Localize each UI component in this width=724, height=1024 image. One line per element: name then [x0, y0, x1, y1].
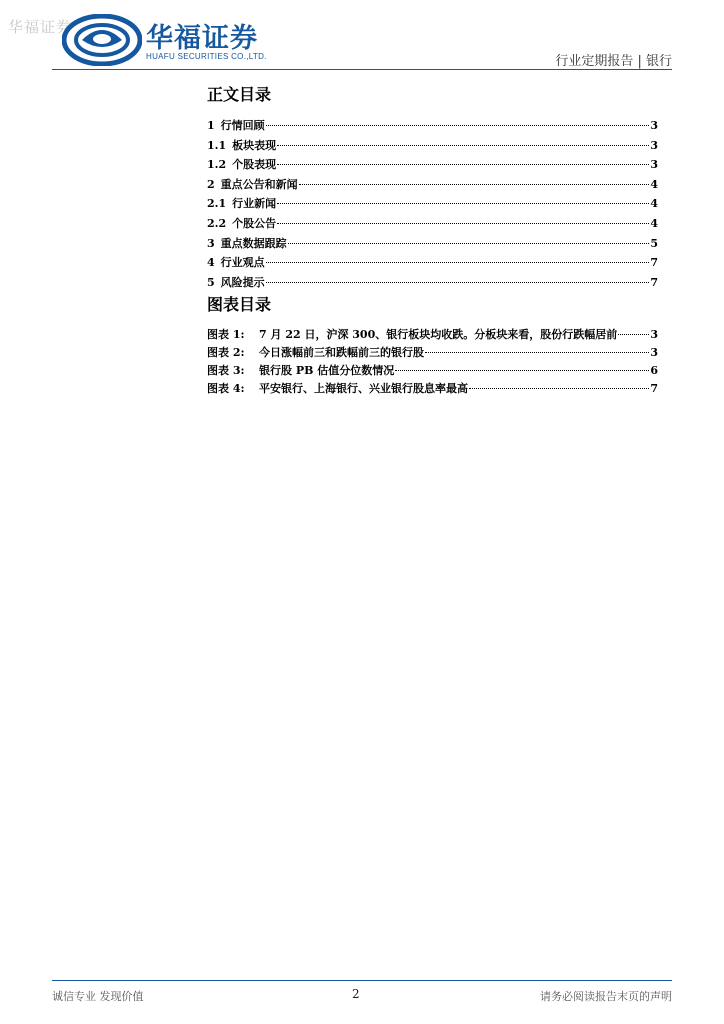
toc-dot-leader	[288, 243, 650, 244]
figure-item-label: 今日涨幅前三和跌幅前三的银行股	[259, 346, 424, 359]
toc-dot-leader	[266, 282, 650, 283]
toc-dot-leader	[266, 262, 650, 263]
figure-dot-leader	[469, 388, 649, 389]
figure-item-number: 图表 1:	[207, 328, 245, 341]
toc-item-page: 3	[650, 158, 658, 172]
toc-item-number: 3	[207, 236, 215, 250]
figure-item-label: 银行股 PB 估值分位数情况	[259, 364, 395, 377]
figure-item-page: 3	[650, 328, 658, 341]
toc-dot-leader	[277, 145, 649, 146]
watermark: 华福证券	[8, 18, 73, 36]
toc-item-page: 5	[650, 236, 658, 250]
figure-item-page: 6	[650, 364, 658, 377]
company-logo	[62, 14, 272, 66]
toc-item-number: 2	[207, 177, 215, 191]
toc-item-page: 7	[650, 275, 658, 289]
toc-item-page: 7	[650, 256, 658, 270]
toc-item-number: 1	[207, 119, 215, 132]
footer-divider	[52, 980, 672, 981]
figures-title: 图表目录	[207, 295, 272, 314]
toc-item[interactable]	[207, 215, 658, 235]
toc-dot-leader	[299, 184, 650, 185]
figure-item[interactable]	[207, 380, 658, 398]
toc-title: 正文目录	[207, 85, 272, 104]
toc-item-label: 风险提示	[220, 275, 265, 289]
logo-english-name: HUAFU SECURITIES CO.,LTD.	[146, 52, 267, 61]
toc-item-page: 4	[650, 177, 658, 191]
figure-item-label: 7 月 22 日，沪深 300、银行板块均收跌。分板块来看，股份行跌幅居前	[259, 328, 618, 341]
toc-item-label: 行业新闻	[232, 197, 277, 211]
toc-dot-leader	[266, 125, 650, 126]
figure-dot-leader	[395, 370, 649, 371]
table-of-contents	[207, 117, 658, 293]
toc-item-label: 个股表现	[232, 158, 277, 172]
footer-disclaimer: 请务必阅读报告末页的声明	[540, 990, 672, 1003]
toc-item-label: 重点数据跟踪	[220, 236, 287, 250]
report-type: 行业定期报告 | 银行	[555, 54, 672, 69]
toc-item-page: 3	[650, 119, 658, 132]
figure-item-label: 平安银行、上海银行、兴业银行股息率最高	[259, 382, 468, 395]
toc-item-label: 行情回顾	[220, 119, 265, 132]
logo-chinese-name: 华福证券	[146, 23, 258, 54]
toc-item-number: 4	[207, 256, 215, 270]
toc-item-number: 2.2	[207, 216, 227, 230]
toc-dot-leader	[277, 223, 649, 224]
toc-item-number: 5	[207, 275, 215, 289]
figure-item-number: 图表 4:	[207, 382, 245, 395]
page-header	[0, 0, 724, 72]
list-of-figures	[207, 326, 658, 398]
toc-item-page: 3	[650, 138, 658, 152]
figure-item-page: 3	[650, 346, 658, 359]
toc-dot-leader	[277, 164, 649, 165]
toc-item-label: 板块表现	[232, 138, 277, 152]
toc-item[interactable]	[207, 195, 658, 215]
toc-item[interactable]	[207, 176, 658, 196]
figure-item-page: 7	[650, 382, 658, 395]
figure-item-number: 图表 3:	[207, 364, 245, 377]
footer-slogan: 诚信专业 发现价值	[52, 990, 144, 1003]
page-number: 2	[352, 987, 360, 1001]
toc-item-number: 1.2	[207, 158, 227, 172]
toc-item-label: 重点公告和新闻	[220, 177, 298, 191]
figure-item[interactable]	[207, 344, 658, 362]
toc-item-number: 1.1	[207, 138, 227, 152]
toc-item[interactable]	[207, 156, 658, 176]
logo-emblem-icon	[62, 14, 142, 66]
figure-item[interactable]	[207, 362, 658, 380]
toc-item[interactable]	[207, 254, 658, 274]
figure-dot-leader	[425, 352, 649, 353]
figure-dot-leader	[618, 334, 649, 335]
figure-item-number: 图表 2:	[207, 346, 245, 359]
figure-item[interactable]	[207, 326, 658, 344]
toc-item-label: 行业观点	[220, 256, 265, 270]
toc-item-page: 4	[650, 197, 658, 211]
toc-item[interactable]	[207, 274, 658, 294]
toc-item[interactable]	[207, 137, 658, 157]
toc-item-number: 2.1	[207, 197, 227, 211]
toc-dot-leader	[277, 203, 649, 204]
toc-item-page: 4	[650, 216, 658, 230]
toc-item[interactable]	[207, 235, 658, 255]
toc-item[interactable]	[207, 117, 658, 137]
header-divider	[52, 69, 672, 70]
toc-item-label: 个股公告	[232, 216, 277, 230]
